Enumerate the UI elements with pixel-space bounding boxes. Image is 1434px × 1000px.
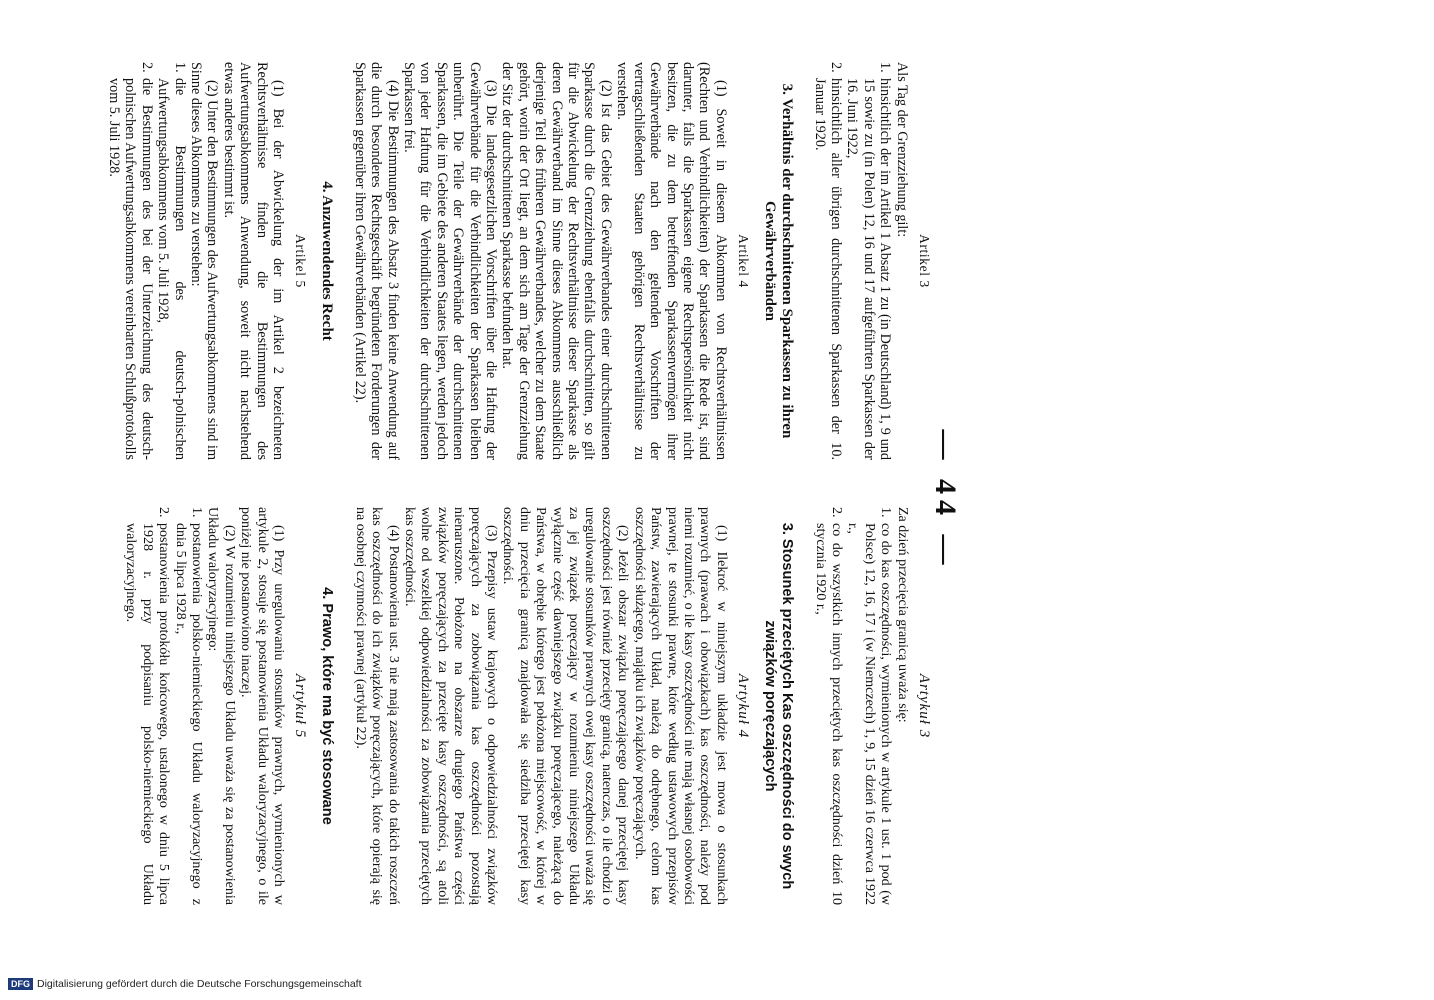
polish-article-4-para-4: (4) Postanowienia ust. 3 nie mają zastosowania do takich roszczeń kas oszczędności do ich związków poręczających, które opierają się na osobnej czynności prawnej (artykuł 22).: [352, 507, 401, 905]
list-item: 1. postanowienia polsko-niemieckiego Układu waloryzacyjnego z dnia 5 lipca 1928 r.,: [172, 507, 204, 905]
german-section-3-title: 3. Verhältnis der durchschnittenen Sparkassen zu ihren Gewährverbänden: [762, 83, 796, 439]
polish-column: [122, 507, 934, 905]
german-article-5-heading: Artikel 5: [293, 234, 309, 288]
list-item: 2. hinsichtlich aller übrigen durchschnittenen Sparkassen der 10. Januar 1920.: [811, 62, 844, 460]
german-article-3-intro: Als Tag der Grenzziehung gilt:: [893, 62, 910, 238]
credit-text: Digitalisierung gefördert durch die Deutsche Forschungsgemeinschaft: [37, 978, 362, 990]
list-item: 2. die Bestimmungen des bei der Unterzeichnung des deutsch-polnischen Aufwertungsabkommens vereinbarten Schlußprotokolls vom 5. Juli 1928.: [105, 62, 155, 460]
list-item: 1. hinsichtlich der im Artikel 1 Absatz 1 zu (in Deutschland) 1, 9 und 15 sowie zu (in Polen) 12, 16 und 17 aufgeführten Sparkassen der 16. Juni 1922,: [844, 62, 894, 460]
polish-article-4-para-3: (3) Przepisy ustaw krajowych o odpowiedzialności związków poręczających za zobowiązania kas oszczędności pozostają nienaruszone. Położone na obszarze drugiego Państwa części związków poręczających za przecięte kasy oszczędności, są atoli wolne od wszelkiej odpowiedzialności za zobowiązania przeciętych kas oszczędności.: [402, 507, 500, 905]
list-item: 2. postanowienia protokółu końcowego, ustalonego w dniu 5 lipca 1928 r. przy podpisaniu polsko-niemieckiego Układu waloryzacyjnego.: [123, 507, 172, 905]
list-item: 1. co do kas oszczędności, wymienionych w artykule 1 ust. 1 pod (w Polsce) 12, 16, 17 i (w Niemczech) 1, 9, 15 dzień 16 czerwca 1922 r.,: [845, 507, 894, 905]
digitization-credit: [8, 978, 362, 990]
polish-article-5-para-2: (2) W rozumieniu niniejszego Układu uważa się za postanowienia Układu waloryzacyjnego:: [205, 507, 237, 905]
german-column: [106, 62, 934, 460]
german-article-4-para-1: (1) Soweit in diesem Abkommen von Rechtsverhältnissen (Rechten und Verbindlichkeiten) der Sparkassen die Rede ist, sind darunter, falls die Sparkassen eigene Rechtspersönlichkeit nicht besitzen, die zu dem betreffenden Sparkassenvermögen ihrer Gewährverbände nach den geltenden Vorschriften der vertragschließenden Staaten gehörigen Rechtsverhältnisse zu verstehen.: [614, 62, 729, 460]
german-article-4-para-3: (3) Die landesgesetzlichen Vorschriften über die Haftung der Gewährverbände für die Verbindlichkeiten der Sparkassen bleiben unberührt. Die Teile der Gewährverbände der durchschnittenen Sparkassen, die im Gebiete des anderen Staates liegen, werden jedoch von jeder Haftung für die Verbindlichkeiten der durchschnittenen Sparkassen frei.: [401, 62, 500, 460]
polish-article-4-para-2: (2) Jeżeli obszar związku poręczającego danej przeciętej kasy oszczędności jest również przecięty granicą, natenczas, o ile chodzi o uregulowanie stosunków prawnych owej kasy oszczędności uważa się za jej związek poręczający w rozumieniu niniejszego Układu wyłącznie część dawniejszego związku poręczającego, należącą do Państwa, w obrębie którego jest położona miejscowość, w której w dniu przecięcia granicą znajdowała się siedziba przeciętej kasy oszczędności.: [500, 507, 631, 905]
page-number: — 44 —: [929, 429, 962, 571]
polish-article-4-heading: Artykuł 4: [735, 673, 752, 739]
polish-section-4-title: 4. Prawo, które ma być stosowane: [319, 587, 336, 825]
polish-article-4-para-1: (1) Ilekroć w niniejszym układzie jest mowa o stosunkach prawnych (prawach i obowiązkach) kas oszczędności, należy pod niemi rozumieć, o ile kasy oszczędności nie mają własnej osobowości prawnej, te stosunki prawne, które według ustawowych przepisów Państw, zawierających Układ, należą do odrębnego, celom kas oszczędności służącego, majątku ich związków poręczających.: [631, 507, 729, 905]
german-article-4-heading: Artikel 4: [736, 234, 752, 288]
dfg-logo: DFG: [8, 978, 33, 990]
german-article-3-heading: Artikel 3: [917, 234, 932, 288]
polish-article-5-heading: Artykuł 5: [292, 673, 309, 739]
german-article-4-para-4: (4) Die Bestimmungen des Absatz 3 finden keine Anwendung auf die durch besonderes Rechtsgeschäft begründeten Forderungen der Sparkassen gegenüber ihren Gewährverbänden (Artikel 22).: [351, 62, 401, 460]
german-article-5-para-1: (1) Bei der Abwickelung der im Artikel 2 bezeichneten Rechtsverhältnisse finden die Bestimmungen des Aufwertungsabkommens Anwendung, soweit nicht nachstehend etwas anderes bestimmt ist.: [220, 62, 286, 460]
polish-article-3-intro: Za dzień przecięcia granicą uważa się:: [894, 507, 910, 723]
german-article-4-para-2: (2) Ist das Gebiet des Gewährverbandes einer durchschnittenen Sparkasse durch die Grenzziehung ebenfalls durchschnitten, so gilt für die Abwickelung der Rechtsverhältnisse dieser Sparkasse als deren Gewährverband im Sinne dieses Abkommens ausschließlich derjenige Teil des früheren Gewährverbandes, welcher zu dem Staate gehört, worin der Ort liegt, an dem sich am Tage der Grenzziehung der Sitz der durchschnittenen Sparkasse befunden hat.: [499, 62, 614, 460]
german-article-5-para-2: (2) Unter den Bestimmungen des Aufwertungsabkommens sind im Sinne dieses Abkommens zu verstehen:: [187, 62, 221, 460]
german-section-4-title: 4. Anzuwendendes Recht: [319, 181, 336, 341]
polish-article-5-para-1: (1) Przy uregulowaniu stosunków prawnych, wymienionych w artykule 2, stosuje się postanowienia Układu waloryzacyjnego, o ile poniżej nie postanowiono inaczej.: [238, 507, 286, 905]
polish-article-3-heading: Artykuł 3: [916, 673, 932, 739]
polish-section-3-title: 3. Stosunek przeciętych Kas oszczędności do swych związków poręczających: [762, 522, 796, 890]
list-item: 1. die Bestimmungen des deutsch-polnischen Aufwertungsabkommens vom 5. Juli 1928,: [155, 62, 188, 460]
list-item: 2. co do wszystkich innych przeciętych kas oszczędności dzień 10 stycznia 1920 r.,: [812, 507, 844, 905]
